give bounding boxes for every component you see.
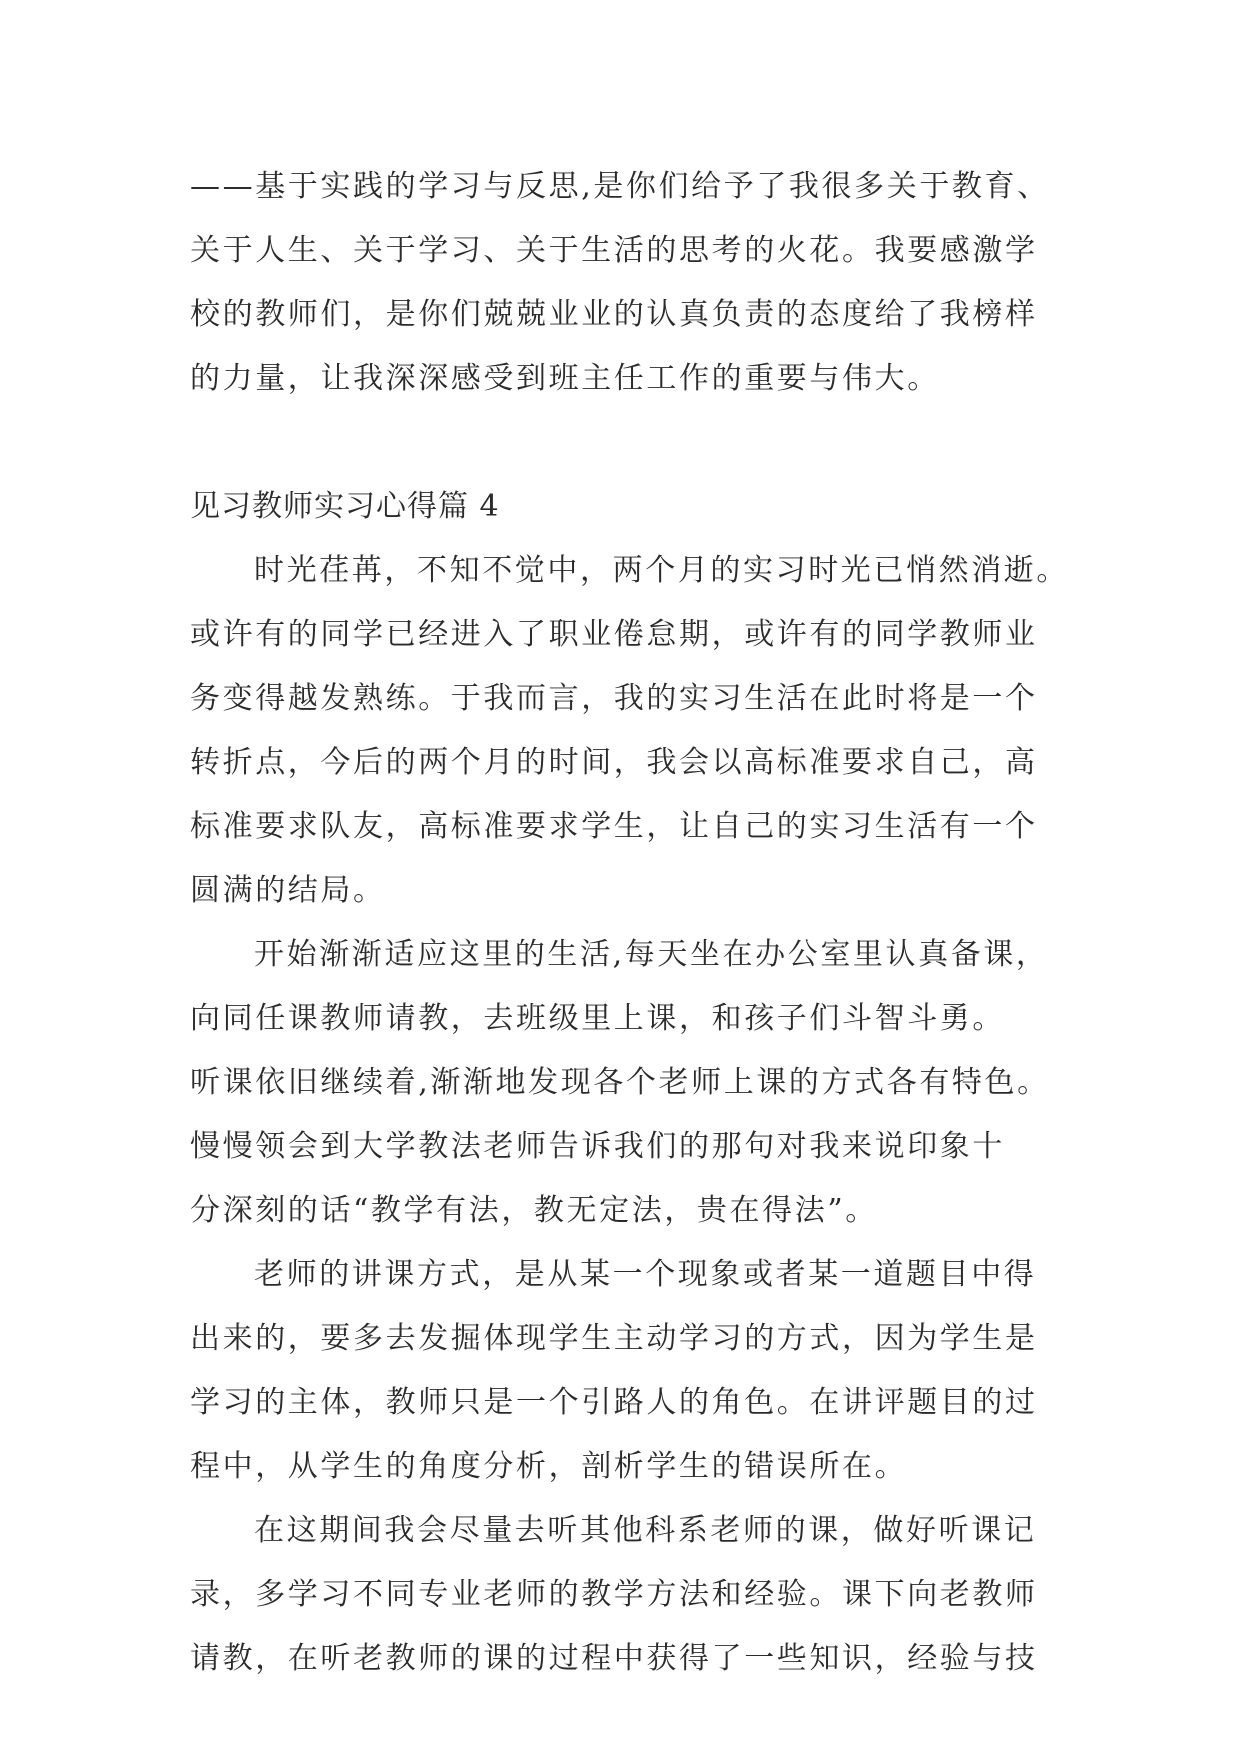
intro-paragraph xyxy=(190,155,1070,411)
paragraph-3 xyxy=(190,1243,1070,1499)
text-line: 录，多学习不同专业老师的教学方法和经验。课下向老教师 xyxy=(190,1577,1038,1612)
text-line: 圆满的结局。 xyxy=(190,873,386,908)
text-line: 标准要求队友，高标准要求学生，让自己的实习生活有一个 xyxy=(190,809,1038,844)
text-line: 在这期间我会尽量去听其他科系老师的课，做好听课记 xyxy=(254,1513,1037,1548)
text-line: 出来的，要多去发掘体现学生主动学习的方式，因为学生是 xyxy=(190,1321,1038,1356)
document-body xyxy=(190,155,1070,1691)
text-line: 转折点，今后的两个月的时间，我会以高标准要求自己，高 xyxy=(190,745,1038,780)
text-line: 程中，从学生的角度分析，剖析学生的错误所在。 xyxy=(190,1449,908,1484)
text-line: 务变得越发熟练。于我而言，我的实习生活在此时将是一个 xyxy=(190,681,1038,716)
paragraph-4 xyxy=(190,1499,1070,1691)
text-line: 关于人生、关于学习、关于生活的思考的火花。我要感激学 xyxy=(190,233,1038,268)
text-line: 分深刻的话“教学有法，教无定法，贵在得法”。 xyxy=(190,1193,878,1228)
text-line: 请教，在听老教师的课的过程中获得了一些知识，经验与技 xyxy=(190,1641,1038,1676)
text-line: 校的教师们，是你们兢兢业业的认真负责的态度给了我榜样 xyxy=(190,297,1038,332)
paragraph-2 xyxy=(190,923,1070,1243)
text-line: 时光荏苒，不知不觉中，两个月的实习时光已悄然消逝。 xyxy=(254,553,1069,588)
text-line: 或许有的同学已经进入了职业倦怠期，或许有的同学教师业 xyxy=(190,617,1038,652)
text-line: ——基于实践的学习与反思,是你们给予了我很多关于教育、 xyxy=(190,169,1050,204)
text-line: 学习的主体，教师只是一个引路人的角色。在讲评题目的过 xyxy=(190,1385,1038,1420)
text-line: 开始渐渐适应这里的生活,每天坐在办公室里认真备课， xyxy=(254,937,1049,972)
text-line: 慢慢领会到大学教法老师告诉我们的那句对我来说印象十 xyxy=(190,1129,1005,1164)
paragraph-1 xyxy=(190,539,1070,923)
text-line: 的力量，让我深深感受到班主任工作的重要与伟大。 xyxy=(190,361,940,396)
text-line: 听课依旧继续着,渐渐地发现各个老师上课的方式各有特色。 xyxy=(190,1065,1050,1100)
section-heading: 见习教师实习心得篇 4 xyxy=(190,489,500,524)
text-line: 老师的讲课方式，是从某一个现象或者某一道题目中得 xyxy=(254,1257,1037,1292)
text-line: 向同任课教师请教，去班级里上课，和孩子们斗智斗勇。 xyxy=(190,1001,1005,1036)
